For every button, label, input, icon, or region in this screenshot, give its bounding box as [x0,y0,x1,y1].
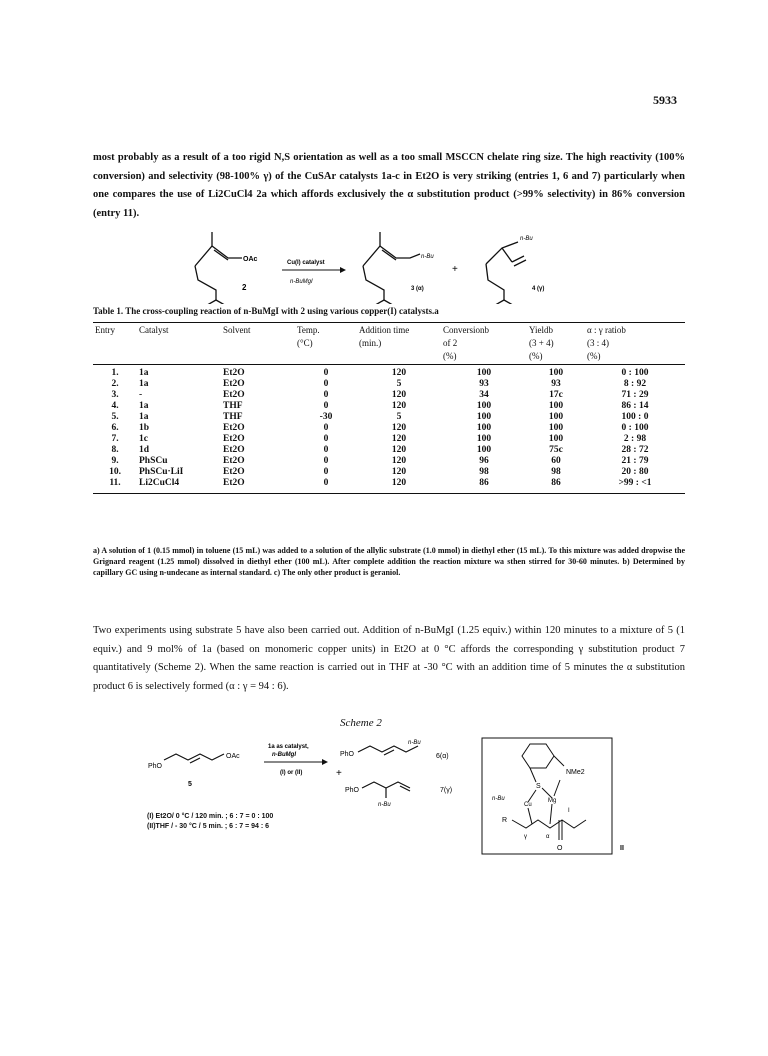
cell-solvent: Et2O [223,434,245,444]
header-ratio: α : γ ratiob [585,323,685,338]
cell-ratio: 21 : 79 [621,456,649,466]
table-row [93,434,685,445]
header-ratio-sub: (3 : 4) [587,338,609,348]
cell-yield: 86 [527,478,585,494]
scheme2-reagent-1: 1a as catalyst, [268,744,309,750]
cell-yield: 60 [551,456,561,466]
cell-conversion: 86 [441,478,527,494]
product-6-nbu: n-Bu [408,740,421,746]
page-number: 5933 [653,93,677,107]
intro-paragraph: most probably as a result of a too rigid N,S orientation as well as a too small MSCCN chelate ring size. The high reactivity (100% conversion) and selectivity (98-100% γ) of the CuSAr catalysts 1a-c in Et2O is very striking (entries 1, 6 and 7) particularly when one compares the use of Li2CuCl4 2a which affords exclusively the α substitution product (>99% selectivity) in 86% conversion (entry 11). [93,152,685,219]
cell-solvent: Et2O [223,379,245,389]
header-ratio-unit: (%) [585,350,685,365]
scheme2-reagent-3: (I) or (II) [280,770,303,776]
header-conversion-of: of 2 [443,338,458,348]
cell-catalyst: 1d [139,445,150,455]
cell-temp: 0 [323,401,329,411]
cell-solvent: Et2O [223,456,245,466]
box-cu: Cu [524,802,532,808]
box-nbu: n-Bu [492,796,505,802]
product-3-nbu: n-Bu [421,254,434,260]
cell-yield: 98 [551,467,561,477]
cell-entry: 8. [111,445,119,455]
cell-conversion: 100 [476,423,492,433]
cell-ratio: 2 : 98 [623,434,647,444]
box-gamma: γ [524,834,527,840]
product-6-structure [358,746,418,755]
product-3-label: 3 (α) [411,286,424,292]
cell-catalyst: 1c [139,434,148,444]
plus-sign: + [452,264,458,275]
substrate-5-pho: PhO [148,763,163,770]
cell-solvent: THF [223,401,243,411]
cell-yield: 100 [548,368,564,378]
cell-solvent: THF [223,412,243,422]
product-6-label: 6(α) [436,753,449,760]
cell-catalyst: 1a [139,379,149,389]
cell-yield: 100 [548,401,564,411]
cell-time: 120 [357,478,441,494]
header-conversion-unit: (%) [441,350,527,365]
cell-conversion: 34 [479,390,489,400]
table-caption: Table 1. The cross-coupling reaction of n-BuMgI with 2 using various copper(I) catalysts.a [93,306,439,316]
cell-catalyst: Li2CuCl4 [137,478,221,494]
box-s: S [536,783,541,790]
product-7-nbu: n-Bu [378,802,391,808]
table-row [93,379,685,390]
box-label: II [620,845,624,852]
box-r: R [502,817,508,824]
cell-time: 120 [391,368,407,378]
cell-time: 120 [391,434,407,444]
box-alpha: α [546,834,550,840]
cell-ratio: 28 : 72 [621,445,649,455]
table-row [93,467,685,478]
cell-entry: 7. [111,434,119,444]
table-header-row [93,350,685,365]
cell-solvent: Et2O [221,478,295,494]
reagent-grignard: n-BuMgI [290,279,313,285]
cell-temp: 0 [323,379,329,389]
scheme-1 [190,228,580,304]
scheme2-plus: + [336,768,342,779]
product-4-structure [486,242,526,304]
cell-temp: 0 [323,445,329,455]
reagent-catalyst: Cu(I) catalyst [287,260,325,266]
header-addition-unit: (min.) [359,338,382,348]
cell-ratio: 20 : 80 [621,467,649,477]
cell-entry: 1. [111,368,119,378]
cell-time: 120 [391,467,407,477]
table-header-row [93,337,685,350]
header-conversion: Conversionb [441,323,527,338]
cell-temp: 0 [323,368,329,378]
cell-yield: 100 [548,412,564,422]
cell-time: 5 [396,412,402,422]
cell-catalyst: 1a [139,401,149,411]
table-row [93,412,685,423]
product-7-label: 7(γ) [440,787,453,794]
table-row [93,365,685,380]
cell-ratio: 8 : 92 [623,379,647,389]
box-mg: Mg [548,798,557,804]
condition-1: (I) Et2O/ 0 °C / 120 min. ; 6 : 7 = 0 : 100 [147,813,274,820]
header-yield: Yieldb [527,323,585,338]
cell-yield: 75c [549,445,563,455]
cell-temp: 0 [323,390,329,400]
cell-solvent: Et2O [223,368,245,378]
cell-catalyst: PhSCu·LiI [139,467,184,477]
cell-time: 120 [391,445,407,455]
mechanism-structure [512,744,586,840]
cell-temp: -30 [319,412,333,422]
cell-conversion: 100 [476,401,492,411]
header-temp-unit: (°C) [297,338,313,348]
substrate-5-oac: OAc [226,753,240,760]
cell-temp: 0 [323,434,329,444]
scheme2-reagent-2: n-BuMgI [272,752,296,758]
table-row [93,401,685,412]
table-row [93,445,685,456]
results-table [93,322,685,494]
cell-solvent: Et2O [223,445,245,455]
header-solvent: Solvent [221,323,295,338]
cell-ratio: 100 : 0 [621,412,649,422]
header-entry: Entry [93,323,137,338]
scheme-2 [140,736,640,856]
cell-temp: 0 [323,467,329,477]
scheme2-paragraph: Two experiments using substrate 5 have also been carried out. Addition of n-BuMgI (1.25 equiv.) within 120 minutes to a mixture of 5 (1 equiv.) and 9 mol% of 1a (based on monomeric copper units) in Et2O at 0 °C affords the corresponding γ substitution product 7 quantitatively (Scheme 2). When the same reaction is carried out in THF at -30 °C with an addition time of 5 minutes the α substitution product 6 is selectively formed (α : γ = 94 : 6). [93,625,685,692]
cell-solvent: Et2O [223,467,245,477]
cell-yield: 17c [549,390,563,400]
cell-time: 120 [391,423,407,433]
table-row [93,456,685,467]
cell-solvent: Et2O [223,423,245,433]
cell-temp: 0 [295,478,357,494]
condition-2: (II)THF / - 30 °C / 5 min. ; 6 : 7 = 94 : 6 [147,823,270,830]
cell-yield: 93 [551,379,561,389]
cell-conversion: 93 [479,379,489,389]
cell-ratio: 71 : 29 [621,390,649,400]
cell-entry: 10. [109,467,121,477]
cell-conversion: 100 [476,434,492,444]
cell-conversion: 100 [476,412,492,422]
cell-entry: 11. [93,478,137,494]
cell-entry: 5. [111,412,119,422]
header-addition: Addition time [357,323,441,338]
cell-entry: 9. [111,456,119,466]
cell-yield: 100 [548,434,564,444]
product-7-structure [362,782,410,798]
cell-temp: 0 [323,456,329,466]
header-catalyst: Catalyst [137,323,221,338]
cell-time: 120 [391,401,407,411]
product-4-label: 4 (γ) [532,286,545,292]
cell-time: 5 [396,379,402,389]
cell-catalyst: 1a [139,368,149,378]
cell-catalyst: 1a [139,412,149,422]
table-footnotes: a) A solution of 1 (0.15 mmol) in toluene (15 mL) was added to a solution of the allylic substrate (1.0 mmol) in diethyl ether (15 mL). To this mixture was added dropwise the Grignard reagent (1.25 mmol) dissolved in diethyl ether (100 mL). After complete addition the reaction mixture wa sthen stirred for 30-60 minutes. b) Determined by capillary GC using n-undecane as internal standard. c) The only other product is geraniol. [93,546,685,577]
cell-entry: 3. [111,390,119,400]
table-row [93,390,685,401]
cell-conversion: 100 [476,368,492,378]
table-header-row [93,323,685,338]
cell-entry: 6. [111,423,119,433]
box-o: O [557,845,563,852]
substrate-5-label: 5 [188,781,192,788]
cell-entry: 2. [111,379,119,389]
substrate-2-structure [195,232,242,304]
header-yield-unit: (%) [527,350,585,365]
cell-catalyst: 1b [139,423,150,433]
product-6-pho: PhO [340,751,355,758]
cell-catalyst: - [139,390,143,400]
substrate-5-structure [164,754,224,763]
box-i: I [568,808,570,814]
oac-label: OAc [243,256,258,263]
cell-time: 120 [391,456,407,466]
cell-solvent: Et2O [223,390,245,400]
cell-entry: 4. [111,401,119,411]
cell-conversion: 100 [476,445,492,455]
cell-time: 120 [391,390,407,400]
header-yield-sub: (3 + 4) [529,338,554,348]
product-7-pho: PhO [345,787,360,794]
product-3-structure [363,232,420,304]
scheme-2-title: Scheme 2 [340,717,382,729]
cell-conversion: 98 [479,467,489,477]
cell-yield: 100 [548,423,564,433]
substrate-2-label: 2 [242,283,247,292]
product-4-nbu: n-Bu [520,236,533,242]
table-row [93,423,685,434]
box-nme2: NMe2 [566,769,585,776]
cell-temp: 0 [323,423,329,433]
cell-conversion: 96 [479,456,489,466]
cell-ratio: 0 : 100 [621,368,649,378]
cell-ratio: 0 : 100 [621,423,649,433]
table-row [93,478,685,494]
header-temp: Temp. [295,323,357,338]
cell-ratio: >99 : <1 [585,478,685,494]
cell-catalyst: PhSCu [139,456,168,466]
cell-ratio: 86 : 14 [621,401,649,411]
